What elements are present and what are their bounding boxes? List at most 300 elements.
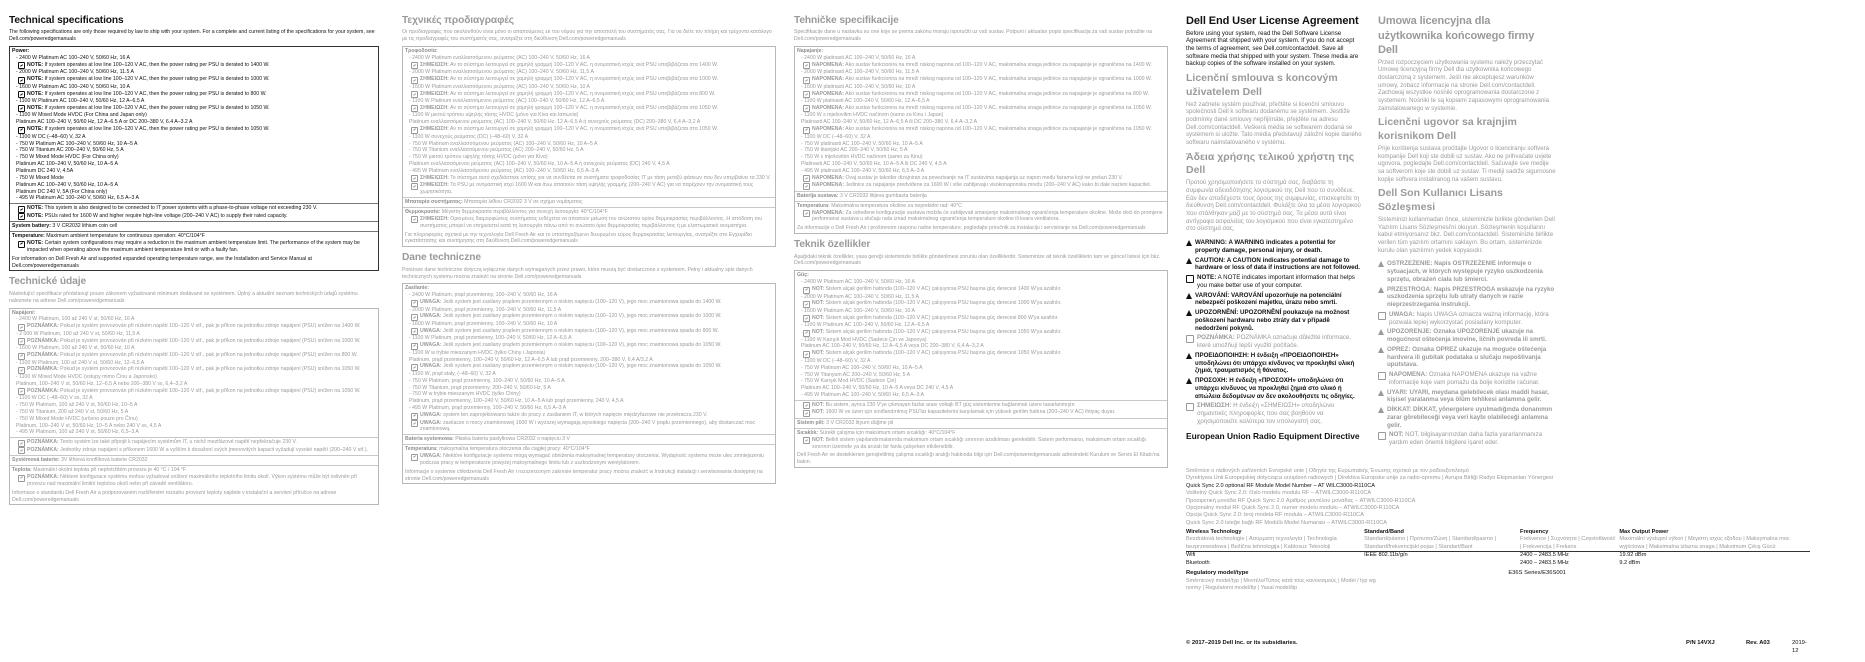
temperature-row <box>403 208 775 246</box>
power-label: Napájení: <box>12 309 36 316</box>
note-icon <box>803 105 810 112</box>
note <box>12 105 376 113</box>
battery-label: Systémová baterie: <box>12 457 60 464</box>
eula-translations <box>1186 72 1362 233</box>
spec-table <box>9 308 379 506</box>
spec-table <box>402 46 776 247</box>
note-text: Jeśli system jest zasilany prądem przemiennym o niskim napięciu (100–120 V), jego moc znamionowa spada do 1400 W. <box>443 299 722 306</box>
list-item: - 750 W w trybie mieszanym HVDC (tylko Chiny) <box>409 391 521 398</box>
note <box>12 205 376 213</box>
list-item: - 1100 W, prąd stały, (–48–60) V, 32 A <box>409 370 496 377</box>
temperature-info: Za informacije o Dell Fresh Air i proširenom rasponu radne temperature, pogledajte priručnik za instalaciju i servisiranje na Dell.com/poweredgemanuals <box>797 225 1146 232</box>
power-list <box>12 316 376 436</box>
note <box>797 329 1165 337</box>
column-greek-polish <box>402 14 776 488</box>
note-icon <box>803 62 810 69</box>
note-text: Niektóre konfiguracje systemu mogą wymagać obniżenia maksymalnej temperatury otoczenia. Wydajność systemu może ulec zmniejszeniu podczas pracy w temperaturze powyżej maksymalnego limitu lub z uszkodzonym wentylatorem. <box>420 453 764 466</box>
note-label: ΣΗΜΕΙΩΣΗ: <box>420 104 449 111</box>
list-item: - 2400 W Platinum AC 100–240 V, 50/60 Hz, 16 A <box>16 55 131 62</box>
note <box>12 240 376 254</box>
list-item: Platinum εναλλασσόμενου ρεύματος (AC) 100–240 V, 50/60 Hz, 12 A–6,5 A ή συνεχούς ρεύματος (DC) 200–380 V, 6,4 A–3,2 A <box>409 119 701 126</box>
list-item: - 2000 W Platinum AC 100–240 V, 50/60 Hz, 11,5 A <box>801 293 919 300</box>
warning-notice-czech <box>1186 292 1362 308</box>
note <box>12 352 376 360</box>
temperature-info: Informacje o systemie chłodzenia Dell Fresh Air i rozszerzonym zakresie temperatur pracy można znaleźć w Instrukcji instalacji i serwisowania dostępnej na stronie Dell.com/poweredgemanuals <box>405 468 763 482</box>
eu-directive-line: Dyrektywa Unii Europejskiej dotycząca urządzeń radiowych | Direktiva Europske unije za radio-opremu | Avrupa Birliği Radyo Ekipmanları Yönergesi <box>1186 475 1554 482</box>
note <box>405 453 773 467</box>
note-icon <box>803 127 810 134</box>
eula-title-polish: Umowa licencyjna dla użytkownika końcowego firmy Dell <box>1378 15 1535 57</box>
note <box>405 328 773 336</box>
regulatory-model-value: E36S Series/E36S001 <box>1508 569 1566 576</box>
note-text: Η ένδειξη «ΣΗΜΕΙΩΣΗ» υποδηλώνει σημαντικές πληροφορίες που σας βοηθούν να χρησιμοποιείτε καλύτερα τον υπολογιστή σας. <box>1197 402 1335 425</box>
note-text: Jeśli system jest zasilany prądem przemiennym o niskim napięciu (100–120 V), jego moc znamionowa spada do 1050 W. <box>443 363 722 370</box>
power-row <box>10 47 378 204</box>
note-icon <box>411 328 418 335</box>
list-item: - 1100 W Platinum, prąd przemienny, 100–240 V, 50/60 Hz, 12 A–6,5 A <box>409 335 572 342</box>
eu-directive-line: Opcija Quick Sync 2.0: broj modela RF modula – ATWILC3000-R110CA <box>1186 512 1364 519</box>
list-item: - 1600 W Platinum AC 100–240 V, 50/60 Hz, 10 A <box>801 307 916 314</box>
note-icon <box>411 91 418 98</box>
list-item: - 750 W Mixed Mode HVDC (For China only) <box>16 154 119 161</box>
table-cell: 2400 – 2483.5 MHz <box>1520 552 1619 560</box>
notice-label: UYARI: UYARI, meydana gelebilecek olası maddi hasar, kişisel yaralanma veya ölüm tehlikesi anlamına gelir. <box>1387 388 1549 404</box>
notice-label: OSTRZEŻENIE: Napis OSTRZEŻENIE informuje o sytuacjach, w których występuje ryzyko uszkodzenia sprzętu, obrażeń ciała lub śmierci. <box>1387 260 1543 283</box>
note-icon <box>803 77 810 84</box>
warning-notice <box>1378 286 1556 309</box>
note-icon <box>18 91 25 98</box>
section-intro: Οι προδιαγραφές που ακολουθούν είναι μόνο οι απαιτούμενες εκ του νόμου για την αποστολή του συστήματός σας. Για να δείτε τον πλήρη και τρέχοντα κατάλογο με τις προδιαγραφές του συστήματός σας, ανατρέξτε στη διεύθυνση Dell.com/poweredgemanuals <box>402 29 772 43</box>
warning-text: WARNING: A WARNING indicates a potential for property damage, personal injury, or death. <box>1195 239 1336 254</box>
note-label: NAPOMENA: <box>812 90 844 97</box>
notice-label: DİKKAT: DİKKAT, yönergelere uyulmadığında donanımın zarar görebileceği veya veri kaybı olabileceği anlamına gelir. <box>1387 406 1553 429</box>
note-label: POZNÁMKA: <box>27 439 59 446</box>
caution-text: ΠΡΟΣΟΧΗ: Η ένδειξη «ΠΡΟΣΟΧΗ» υποδηλώνει ότι υπάρχει κίνδυνος να προκληθεί ζημιά στο υλικό ή απώλεια δεδομένων αν δεν ακολουθήσετε τις οδηγίες. <box>1195 377 1355 400</box>
note-label: NAPOMENA: <box>812 174 844 181</box>
table-cell: Bluetooth <box>1186 559 1210 566</box>
table-subheader <box>1186 536 1810 551</box>
print-date: 2019-12 <box>1792 640 1807 654</box>
battery-label: Μπαταρία συστήματος: <box>405 199 463 206</box>
eu-directive-line: Volitelný Quick Sync 2.0: číslo modelu modulu RF – ATWILC3000-R110CA <box>1186 490 1372 497</box>
note-text: Za određene konfiguracije sustava možda će zahtijevati smanjenje maksimalnog ograničenja temperature okoline. Može doći do promjene performansi sustava u slučaju rada iznad maksimalnog ograničenja temperature okoline ili kvara ventilatora. <box>812 209 1163 223</box>
column-header: Frequency <box>1520 529 1549 535</box>
note-label: UWAGA: <box>420 327 442 334</box>
temperature-value: Μέγιστη θερμοκρασία περιβάλλοντος για συνεχή λειτουργία: 40°C/104°F <box>441 208 608 215</box>
caution-icon <box>1186 378 1192 384</box>
warning-icon <box>1186 293 1192 299</box>
note <box>12 338 376 346</box>
note <box>12 388 376 396</box>
note-label: ΣΗΜΕΙΩΣΗ: <box>420 215 449 222</box>
warning-text: VAROVÁNÍ: VAROVÁNÍ upozorňuje na potenciální nebezpečí poškození majetku, úrazu nebo smrti. <box>1195 291 1342 307</box>
note-icon <box>411 183 418 190</box>
warning-icon <box>1186 353 1192 359</box>
eula-text-turkish: Sisteminizi kullanmadan önce, sisteminizle birlikte gönderilen Dell Yazılım Lisans Sözleşmesi'ni okuyun. Sözleşmenin koşullarını kabul etmiyorsanız bkz. Dell.com/contactdell. Sisteminizle birlikte verilen tüm yazılım ortamını saklayın. Bu ortam, sisteminizde kurulu olan yazılımın yedek kopyasıdır. <box>1378 216 1555 254</box>
battery-label: Bateria systemowa: <box>405 436 454 443</box>
list-item: - 1100 W DC (–48–60) V ss, 32 A <box>16 395 93 402</box>
note-label: NAPOMENA: <box>812 76 844 83</box>
column-eula <box>1186 14 1362 443</box>
note-text: Sistem alçak gerilim hattında (100–120 V AC) çalışıyorsa PSU başına güç derecesi 1000 W'ya azaltılır. <box>825 300 1062 307</box>
note <box>797 286 1165 294</box>
czech-section <box>9 275 379 505</box>
list-item: Platinum AC 100–240 V, 50/60 Hz, 10 A–5 A <box>16 181 118 188</box>
temperature-value: Maximum ambient temperature for continuous operation: 40°C/104°F <box>46 233 205 240</box>
list-item: - 2400 W Platinum, 100 až 240 V st, 50/60 Hz, 16 A <box>16 316 135 323</box>
list-item: - 495 W Platinum εναλλασσόμενου ρεύματος (AC) 100–240 V, 50/60 Hz, 6,5 A–3 A <box>409 167 599 174</box>
note-icon <box>411 454 418 461</box>
temperature-label: Temperatura: <box>405 446 438 453</box>
note-icon <box>411 314 418 321</box>
note-label: NOT: <box>812 409 825 416</box>
warning-icon <box>1378 287 1384 293</box>
note-label: ΣΗΜΕΙΩΣΗ: <box>420 90 449 97</box>
note-label: UWAGA: <box>420 453 442 459</box>
note-text: zasilacze o mocy znamionowej 1600 W i wyższej wymagają wysokiego napięcia (200–240 V prądu przemiennego), aby dostarczać moc znamionową. <box>420 419 756 433</box>
note-label: POZNÁMKA: <box>27 352 59 359</box>
section-intro: Poniższe dane techniczne dotyczą wyłącznie danych wymaganych przez prawo, które muszą być dostarczone z systemem. Pełny i aktualny spis danych technicznych systemu można znaleźć na stronie Dell.com/poweredgemanuals <box>402 266 753 280</box>
battery-row <box>10 222 378 232</box>
note-icon <box>18 367 25 374</box>
note-notice <box>1186 274 1362 290</box>
list-item: - 1600 W Platinum AC 100–240 V, 50/60 Hz, 10 A <box>16 83 131 90</box>
note-label: NAPOMENA: <box>812 104 844 111</box>
note-text: Ako sustav funkcionira na mreži niskog napona od 100–120 V AC, maksimalna snaga jedinice za napajanje je ograničena na 1400 W. <box>845 61 1152 68</box>
list-item: Platinum AC 100–240 V, 50/60 Hz, 12 A–6.5 A or DC 200–380 V, 6.4 A–3.2 A <box>16 119 193 126</box>
note-icon <box>411 216 418 223</box>
list-item: Platinum AC 100–240 V, 50/60 Hz, 10 A–5 A <box>16 161 118 168</box>
note-text: Tento systém lze také připojit k napájecím systémům IT, u nichž mezifázové napětí nepřekračuje 230 V. <box>60 439 297 446</box>
note-icon <box>411 127 418 134</box>
copyright: © 2017–2019 Dell Inc. or its subsidiaries. <box>1186 640 1298 646</box>
warning-notice <box>1378 389 1556 405</box>
warning-notice <box>1378 328 1556 344</box>
note-notice <box>1378 311 1556 327</box>
note <box>797 350 1165 358</box>
list-item: - 1100 W Platinum, 100 až 240 V st, 50/60 Hz, 12–6,5 A <box>16 359 145 366</box>
note-text: Ako sustav funkcionira na mreži niskog napona od 100–120 V AC, maksimalna snaga jedinice za napajanje je ograničena na 1050 W. <box>845 126 1152 133</box>
note-notice <box>1378 371 1556 387</box>
battery-row <box>10 456 378 466</box>
note <box>405 299 773 307</box>
eu-directive-line: Opcjonalny moduł RF Quick Sync 2.0, numer modelu modułu – ATWILC3000-R110CA <box>1186 504 1400 511</box>
note <box>797 126 1165 134</box>
eula-title-greek: Άδεια χρήσης τελικού χρήστη της Dell <box>1186 150 1355 177</box>
list-item: Platinum, 100–240 V st, 50/60 Hz, 12–6,5 A nebo 200–380 V ss, 6,4–3,2 A <box>16 380 188 387</box>
eu-directive-line: Προαιρετική μονάδα RF Quick Sync 2.0 Αριθμός μοντέλου μονάδας – ATWILC3000-R110CA <box>1186 497 1416 504</box>
note-label: UWAGA: <box>420 299 442 306</box>
spec-table <box>402 283 776 484</box>
power-row <box>403 47 775 198</box>
temperature-label: Temperatura: <box>797 202 830 209</box>
note-icon <box>18 353 25 360</box>
section-title: Τεχνικές προδιαγραφές <box>402 15 514 26</box>
note-label: ΣΗΜΕΙΩΣΗ: <box>420 126 449 133</box>
list-item: - 750 W Mixed Mode HVDC (určeno pouze pro Čínu) <box>16 415 138 422</box>
column-header-translation: Bezdrátová technologie | Ασύρματη τεχνολογία | Technologia bezprzewodowa | Bežična tehnologija | Kablosuz Teknoloji <box>1186 536 1337 550</box>
note-icon <box>18 127 25 134</box>
notice-label: NAPOMENA: <box>1389 371 1428 379</box>
note-notice <box>1378 431 1556 447</box>
temperature-info: For information on Dell Fresh Air and supported expanded operating temperature range, see the Installation and Service Manual at Dell.com/poweredgemanuals <box>12 255 312 269</box>
note-icon <box>803 210 810 217</box>
note-icon <box>18 213 25 220</box>
list-item: - 750 W Titanium, 200 až 240 V st, 50/60 Hz, 5 A <box>16 408 129 415</box>
note-text: Pokud je systém provozován při nízkém napětí 100–120 V stř., pak je příkon na jednotku zdroje napájení (PSU) snížen na 1050 W. <box>60 387 361 394</box>
note-text: Ako sustav funkcionira na mreži niskog napona od 100–120 V AC, maksimalna snaga jedinice za napajanje je ograničena na 1000 W. <box>845 76 1152 83</box>
power-note-row <box>10 438 378 456</box>
note-icon <box>1186 335 1194 343</box>
temperature-label: Temperature: <box>12 233 45 240</box>
note-label: POZNÁMKA: <box>27 387 59 394</box>
safety-notices <box>1186 239 1362 426</box>
notice-label: UWAGA: <box>1389 310 1415 318</box>
note-text: Αν το σύστημα λειτουργεί σε χαμηλή γραμμή 100–120 V AC, η ονομαστική ισχύς ανά PSU υποβιβάζεται στα 1400 W. <box>449 61 719 68</box>
temperature-label: Sıcaklık: <box>797 429 819 436</box>
eula-text-czech: Než začnete systém používat, přečtěte si licenční smlouvu společnosti Dell k softwaru dodanému se systémem. Jestliže podmínky dané smlouvy nepřijímáte, přejděte na adresu Dell.com/contactdell. Veškerá média se softwarem dodaná se systémem si uložte. Tato média představují záložní kopie daného softwaru nainstalovaného v systému. <box>1186 100 1362 146</box>
note <box>405 76 773 84</box>
note-icon <box>803 301 810 308</box>
note-icon <box>18 440 25 447</box>
list-item: - 1600 W Platinum εναλλασσόμενου ρεύματος (AC) 100–240 V, 50/60 Hz, 10 A <box>409 83 590 90</box>
note-icon <box>18 105 25 112</box>
note-icon <box>1186 275 1194 283</box>
battery-row <box>795 419 1167 429</box>
note-text: Sistem alçak gerilim hattında (100–120 V AC) çalışıyorsa PSU başına güç derecesi 800 W'ya azaltılır. <box>825 314 1059 321</box>
list-item: Platinum AC 100–240 V, 50/60 Hz, 12 A–6,5 A veya DC 200–380 V, 6,4 A–3,2 A <box>801 343 984 350</box>
eula-text: Before using your system, read the Dell Software License Agreement that shipped with your system. If you do not accept the terms of agreement, see Dell.com/contactdell. Save all software media that shipped with your system. These media are backup copies of the software installed on your system. <box>1186 29 1359 68</box>
spec-table <box>794 270 1168 468</box>
note-text: Jeśli system jest zasilany prądem przemiennym o niskim napięciu (100–120 V), jego moc znamionowa spada do 1050 W. <box>443 342 722 349</box>
power-row <box>795 271 1167 401</box>
battery-value: 3 V CR2032 lityum düğme pil <box>826 419 894 426</box>
note-icon <box>411 300 418 307</box>
temperature-value: maksymalna temperatura otoczenia dla ciągłej pracy: 40°C/104°F <box>439 446 590 453</box>
note-text: If system operates at low line 100–120 V AC, then the power rating per PSU is derated to 1050 W. <box>44 126 270 133</box>
note-icon <box>803 175 810 182</box>
list-item: Platinum, prąd przemienny, 100–240 V, 50/60 Hz, 12 A–6,5 A lub prąd przemienny, 200–380 V, 6,4 A/3,2 A <box>409 356 653 363</box>
temperature-value: Maksimalna temperatura okoline za neprekidni rad: 40°C <box>831 202 962 209</box>
power-note-row <box>10 204 378 222</box>
column-header: Wireless Technology <box>1186 529 1242 535</box>
list-item: Platinasti AC 100–240 V, 50/60 Hz, 10 A–5 A ili DC 240 V, 4,5 A <box>801 161 947 168</box>
note <box>797 105 1165 113</box>
list-item: - 750 W Platinum εναλλασσόμενου ρεύματος (AC) 100–240 V, 50/60 Hz, 10 A–5 A <box>409 140 598 147</box>
power-label: Güç: <box>797 272 809 279</box>
table-cell: 19.92 dBm <box>1619 552 1810 560</box>
power-list <box>405 292 773 412</box>
battery-row <box>403 435 775 445</box>
list-item: Platinum, prąd przemienny, 100–240 V, 50/60 Hz, 10 A–5 A lub prąd przemienny, 240 V, 4,5 A <box>409 398 624 405</box>
note <box>12 474 376 488</box>
list-item: - 1100 W Mixed Mode HVDC (For China and Japan only) <box>16 112 147 119</box>
note <box>797 315 1165 323</box>
list-item: - 495 W Platinum, prąd przemienny, 100–240 V, 50/60 Hz, 6,5 A–3 A <box>409 405 567 412</box>
note <box>797 409 1165 417</box>
temperature-row <box>795 429 1167 467</box>
eula-title-czech: Licenční smlouva s koncovým uživatelem Dell <box>1186 71 1338 98</box>
list-item: - 2400 W Platinum, prąd przemienny, 100–240 V, 50/60 Hz, 16 A <box>409 292 558 299</box>
battery-value: Μπαταρία λιθίου CR2032 3 V σε σχήμα νομίσματος <box>464 199 583 206</box>
note <box>12 126 376 134</box>
part-number: P/N 14VXJ <box>1686 640 1715 646</box>
note-text: POZNÁMKA označuje důležité informace, které umožňují lepší využití počítače. <box>1197 334 1352 350</box>
note-label: POZNÁMKA: <box>27 366 59 373</box>
eula-title-turkish: Dell Son Kullanıcı Lisans Sözleşmesi <box>1378 187 1503 214</box>
warning-notice <box>1378 346 1556 369</box>
eula-text-greek: Προτού χρησιμοποιήσετε το σύστημά σας, διαβάστε τη συμφωνία αδειοδότησης λογισμικού της Dell που το συνόδευε. Εάν δεν αποδέχεστε τους όρους της συμφωνίας, επισκεφτείτε τη διεύθυνση Dell.com/contactdell. Φυλάξτε όλα τα μέσα λογισμικού που στάλθηκαν μαζί με το σύστημά σας. Τα μέσα αυτά είναι αντίγραφα ασφαλείας του λογισμικού που είναι εγκατεστημένο στο σύστημά σας. <box>1186 179 1361 233</box>
temperature-label: Θερμοκρασία: <box>405 208 441 215</box>
note-label: UWAGA: <box>420 363 442 370</box>
revision: Rev. A03 <box>1746 640 1770 646</box>
spec-table <box>794 46 1168 234</box>
note-text: Jednotky zdroje napájení s příkonem 1600 W a vyšším k dosažení svých jmenovitých kapacit vyžadují vysoké napětí (200–240 V stř.). <box>60 446 369 453</box>
list-item: Platinum AC 100–240 V, 50/60 Hz, 10 A–5 A veya DC 240 V, 4,5 A <box>801 385 954 392</box>
note-text: Pokud je systém provozován při nízkém napětí 100–120 V stř., pak je příkon na jednotku zdroje napájení (PSU) snížen na 1000 W. <box>60 337 361 344</box>
note-icon <box>803 410 810 417</box>
section-intro: Následující specifikace představují pouze zákonem vyžadované minimum dodávané se systémem. Úplný a aktuální seznam technických údajů systému naleznete na adrese Dell.com/poweredgemanuals <box>9 290 358 304</box>
note-text: Ορισμένες διαμορφώσεις συστήματος ενδέχεται να απαιτούν μείωση του ανώτατου ορίου θερμοκρασίας περιβάλλοντος. Η απόδοση του συστήματος μπορεί να επηρεαστεί κατά τη λειτουργία πάνω από το ανώτατο όριο θερμοκρασίας περιβάλλοντος ή με ελαττωματικό ανεμιστήρα. <box>420 215 763 229</box>
list-item: Platinum DC 240 V, 5A (For China only) <box>16 188 108 195</box>
note-icon <box>18 241 25 248</box>
notice-text: Oznaka NAPOMENA ukazuje na važne informacije koje vam pomažu da bolje koristite računar. <box>1389 371 1540 386</box>
note-label: POZNÁMKA: <box>1197 334 1235 342</box>
caution-text: CAUTION: A CAUTION indicates potential damage to hardware or loss of data if instructions are not followed. <box>1195 256 1361 272</box>
list-item: - 1100 W Karışık Mod HVDC (Sadece Çin ve Japonya) <box>801 336 927 343</box>
note-label: UWAGA: <box>420 412 442 419</box>
list-item: - 750 W s mješovitim HVDC načinom (samo za Kinu) <box>801 154 923 161</box>
list-item: - 1100 W Platinum εναλλασσόμενου ρεύματος (AC) 100–240 V, 50/60 Hz, 12 A–6,5 A <box>409 98 605 105</box>
note-label: NAPOMENA: <box>812 61 844 68</box>
list-item: - 750 W platinasti AC 100–240 V, 50/60 Hz, 10 A–5 A <box>801 140 923 147</box>
note <box>12 447 376 455</box>
wireless-table <box>1186 529 1810 567</box>
battery-value: 3 V CR2032 lithium coin cell <box>52 223 118 230</box>
warning-icon <box>1378 261 1384 267</box>
note-text: If system operates at low line 100–120 V AC, then the power rating per PSU is derated to 800 W. <box>44 90 267 97</box>
note-label: NOT: <box>812 286 825 293</box>
note <box>12 91 376 99</box>
list-item: - 1100 W s mješovitim HVDC načinom (samo za Kinu i Japan) <box>801 112 944 119</box>
note <box>405 91 773 99</box>
note-label: NOTE: <box>27 126 44 133</box>
note-text: Bu sistem, ayrıca 230 V'ye çıkmayan fazlar arası voltajlı BT güç sistemlerine bağlanmak üzere tasarlanmıştır. <box>825 401 1076 408</box>
note-icon <box>18 338 25 345</box>
warning-icon <box>1378 407 1384 413</box>
table-cell: IEEE 802.11b/g/n <box>1364 552 1520 560</box>
list-item: - 750 W Titanyum AC 200–240 V, 50/60 Hz, 5 A <box>801 371 911 378</box>
eula-title: Dell End User License Agreement <box>1186 15 1359 27</box>
note <box>405 313 773 321</box>
note-text: If system operates at low line 100–120 V AC, then the power rating per PSU is derated to 1000 W. <box>44 76 270 83</box>
note-text: Jeśli system jest zasilany prądem przemiennym o niskim napięciu (100–120 V), jego moc znamionowa spada do 800 W. <box>443 327 719 334</box>
note-label: NOTE: <box>27 76 44 83</box>
warning-notice-greek <box>1186 352 1362 375</box>
note <box>12 439 376 447</box>
note-label: UWAGA: <box>420 313 442 320</box>
eu-directive-title: European Union Radio Equipment Directive <box>1186 430 1360 441</box>
list-item: - 495 W platinasti AC 100–240 V, 50/60 Hz, 6,5 A–3 A <box>801 167 925 174</box>
section-title: Technické údaje <box>9 276 87 288</box>
power-label: Napajanje: <box>797 48 824 55</box>
note <box>12 62 376 70</box>
column-header-translation: Maximální výstupní výkon | Μέγιστη ισχύς εξόδου | Maksymalna moc wyjściowa | Maksimalna izlazna snaga | Maksimum Çıkış Gücü <box>1619 536 1790 550</box>
warning-icon <box>1378 329 1384 335</box>
spec-table <box>9 46 379 271</box>
safety-notices <box>1378 260 1556 447</box>
list-item: - 495 W Platinum AC 100–240 V, 50/60 Hz, 6.5 A–3 A <box>16 195 139 202</box>
note-label: ΣΗΜΕΙΩΣΗ: <box>1197 402 1232 410</box>
notice-label: UPOZORENJE: Oznaka UPOZORENJE ukazuje na mogućnost oštećenja imovine, ličnih povreda ili smrti. <box>1387 328 1547 344</box>
note-icon <box>1378 432 1386 440</box>
table-cell: 9.2 dBm <box>1619 559 1641 566</box>
notice-text: NOT, bilgisayarınızdan daha fazla yararlanmanıza yardım eden önemli bilgilere işaret eder. <box>1389 431 1543 447</box>
note-icon <box>18 77 25 84</box>
note-label: NOT: <box>812 314 825 321</box>
note-icon <box>803 91 810 98</box>
power-list <box>797 279 1165 399</box>
note-icon <box>803 330 810 337</box>
eu-directive-lines <box>1186 468 1810 527</box>
list-item: - 750 W Titanium εναλλασσόμενου ρεύματος (AC) 200–240 V, 50/60 Hz, 5 A <box>409 147 584 154</box>
note-text: Ovaj sustav je također dizajniran za povezivanje na IT sustavima napajanja uz napon među fazama koji ne prelazi 230 V. <box>845 174 1123 181</box>
battery-value: 3V lithiová knoflíková baterie CR2032 <box>61 457 148 464</box>
note-label: NAPOMENA: <box>812 209 844 216</box>
note-text: Pokud je systém provozován při nízkém napětí 100–120 V stř., pak je příkon na jednotku zdroje napájení (PSU) snížen na 1400 W. <box>60 323 361 330</box>
note-text: Αν το σύστημα λειτουργεί σε χαμηλή γραμμή 100–120 V AC, η ονομαστική ισχύς ανά PSU υποβιβάζεται στα 1050 W. <box>449 104 719 111</box>
list-item: - 750 W Platinum AC 100–240 V, 50/60 Hz, 10 A–5 A <box>801 364 923 371</box>
list-item: - 1100 W platinasti AC 100–240 V, 50/60 Hz, 12 A–6,5 A <box>801 98 930 105</box>
note-icon <box>411 62 418 69</box>
note-text: Το σύστημα αυτό σχεδιάστηκε επίσης για να συνδέεται σε συστήματα τροφοδοσίας IT με τάση μεταξύ φάσεων που δεν υπερβαίνει τα 230 V. <box>450 174 771 181</box>
note <box>797 91 1165 99</box>
power-list <box>12 55 376 202</box>
battery-label: Baterija sustava: <box>797 192 839 199</box>
battery-row <box>795 192 1167 202</box>
regulatory-model-label: Regulatory model/type <box>1186 569 1249 576</box>
list-item: - 1600 W Platinum, prąd przemienny, 100–240 V, 50/60 Hz, 10 A <box>409 320 558 327</box>
column-header: Max Output Power <box>1619 529 1669 535</box>
column-header-translation: Standard/pásmo | Πρότυπο/Ζώνη | Standard/pasmo | Standard/frekvencijski pojas | Standart/Bant <box>1364 536 1497 550</box>
column-croatian-turkish <box>794 14 1168 472</box>
note <box>405 182 773 196</box>
note-label: ΣΗΜΕΙΩΣΗ: <box>420 182 449 189</box>
list-item: - 495 W Platinum AC 100–240 V, 50/60 Hz, 6,5 A–3 A <box>801 392 924 399</box>
note <box>405 420 773 434</box>
note-text: A NOTE indicates important information that helps you make better use of your computer. <box>1197 274 1355 289</box>
battery-label: Sistem pili: <box>797 419 825 426</box>
note-icon <box>18 206 25 213</box>
eula-text-croatian: Prije korištenja sustava pročitajte Ugovor o licenciranju softvera kompanije Dell koji ste dobili uz sustav. Ako ne prihvaćate uvjete ugovora, pogledajte Dell.com/contactdell. Sačuvajte sve medije sa softverom koje ste dobili uz sustav. Ti mediji sadrže sigurnosne kopije softvera instaliranog na vašem sustavu. <box>1378 144 1556 183</box>
table-cell <box>1364 560 1520 567</box>
note-text: Jedinice za napajanje predviđene za 1600 W i više zahtijevaju visokonaponsku mrežu (200–240 V AC) kako bi dale nazivni kapacitet. <box>845 182 1152 189</box>
notice-label: NOT: <box>1389 431 1404 439</box>
note-icon <box>411 77 418 84</box>
note-text: Αν το σύστημα λειτουργεί σε χαμηλή γραμμή 100–120 V AC, η ονομαστική ισχύς ανά PSU υποβιβάζεται στα 1000 W. <box>449 76 719 83</box>
temperature-row <box>10 466 378 504</box>
list-item: - 2400 W Platinum AC 100–240 V, 50/60 Hz, 16 A <box>801 279 916 286</box>
list-item: - 750 W Titanium AC 200–240 V, 50/60 Hz, 5 A <box>16 147 124 154</box>
note-label: NOTE: <box>27 205 44 212</box>
column-header-translation: Frekvence | Συχνότητα | Częstotliwość | Frekvencija | Frekans <box>1520 536 1616 550</box>
list-item: - 1600 W platinasti AC 100–240 V, 50/60 Hz, 10 A <box>801 83 916 90</box>
note-text: Jeśli system jest zasilany prądem przemiennym o niskim napięciu (100–120 V), jego moc znamionowa spada do 1000 W. <box>443 313 722 320</box>
warning-text: ΠΡΟΕΙΔΟΠΟΙΗΣΗ: Η ένδειξη «ΠΡΟΕΙΔΟΠΟΙΗΣΗ» υποδηλώνει ότι υπάρχει κίνδυνος να προκληθεί υλική ζημιά, τραυματισμός ή θάνατος. <box>1195 351 1355 375</box>
note-label: NOT: <box>812 436 825 443</box>
section-intro: Aşağıdaki teknik özellikler, yasa gereği sisteminizle birlikte gönderilmesi zorunlu olan özelliklerdir. Sisteminize ait teknik özelliklerin tam ve güncel listesi için bkz. Dell.com/poweredgemanuals <box>794 253 1161 267</box>
notice-label: PRZESTROGA: Napis PRZESTROGA wskazuje na ryzyko uszkodzenia sprzętu lub utraty danych w razie nieprzestrzegania instrukcji. <box>1387 285 1555 309</box>
